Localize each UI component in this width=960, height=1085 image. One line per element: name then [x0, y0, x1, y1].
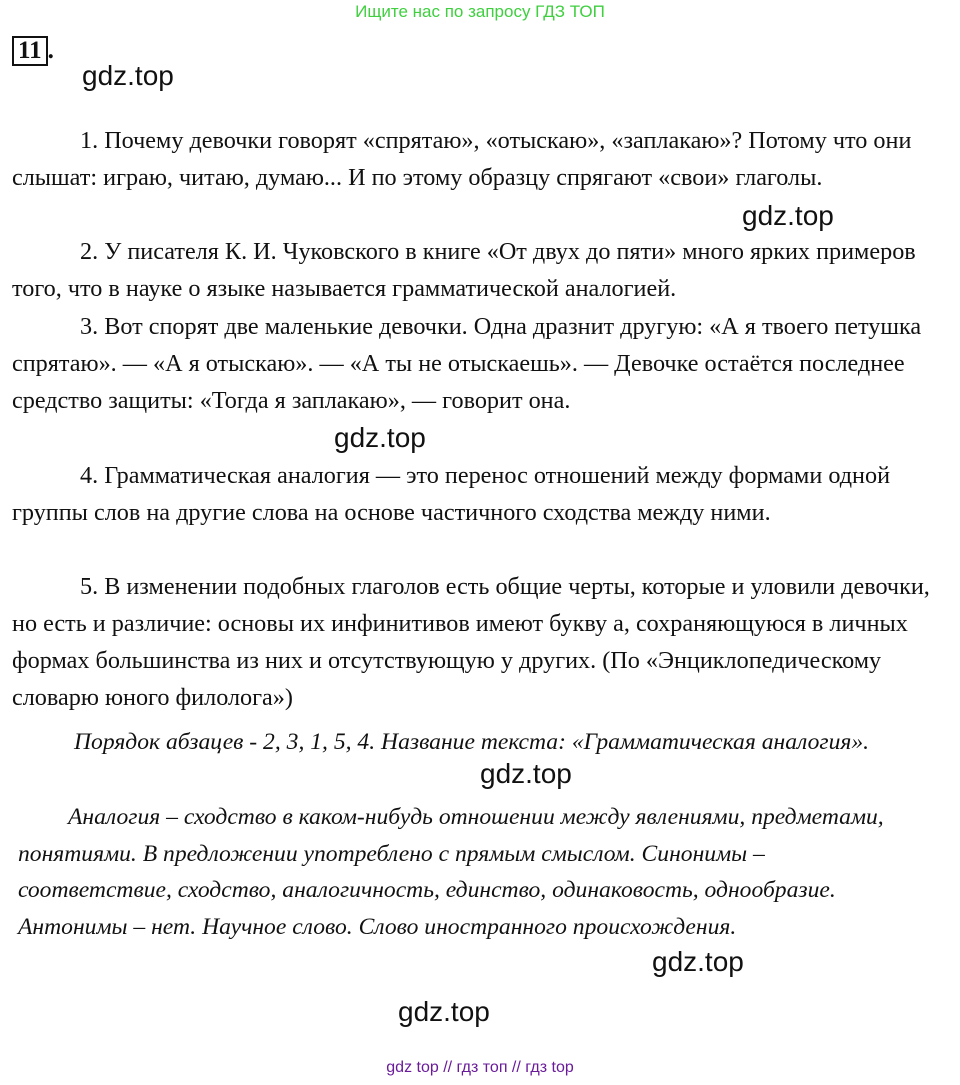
- footer-links: gdz top // гдз топ // гдз top: [386, 1059, 574, 1076]
- watermark: gdz.top: [398, 996, 490, 1027]
- top-banner: Ищите нас по запросу ГДЗ ТОП: [355, 2, 605, 21]
- exercise-number-suffix: .: [47, 37, 54, 64]
- watermark: gdz.top: [652, 946, 744, 977]
- answer-order: Порядок абзацев - 2, 3, 1, 5, 4. Название текста: «Грамматическая аналогия».: [74, 729, 870, 755]
- paragraph-1: 1. Почему девочки говорят «спрятаю», «отыскаю», «заплакаю»? Потому что они слышат: играю, читаю, думаю... И по этому образцу спрягают «свои» глаголы.: [12, 127, 912, 191]
- exercise-number: [12, 36, 54, 66]
- watermark: gdz.top: [334, 422, 426, 453]
- paragraph-2: 2. У писателя К. И. Чуковского в книге «От двух до пяти» много ярких примеров того, что в науке о языке называется грамматической аналогией.: [12, 238, 916, 302]
- paragraph-5: 5. В изменении подобных глаголов есть общие черты, которые и уловили девочки, но есть и различие: основы их инфинитивов имеют букву а, сохраняющуюся в личных формах большинства из них и отсутствующую у других. (По «Энциклопедическому словарю юного филолога»): [12, 573, 930, 711]
- paragraph-3: 3. Вот спорят две маленькие девочки. Одна дразнит другую: «А я твоего петушка спрятаю». — «А я отыскаю». — «А ты не отыскаешь». — Девочке остаётся последнее средство защиты: «Тогда я заплакаю», — говорит она.: [12, 313, 922, 414]
- exercise-number-box: 11: [12, 36, 48, 66]
- watermark: gdz.top: [742, 200, 834, 231]
- watermark: gdz.top: [82, 60, 174, 91]
- watermark: gdz.top: [480, 758, 572, 789]
- answer-analogy: Аналогия – сходство в каком-нибудь отношении между явлениями, предметами, понятиями. В предложении употреблено с прямым смыслом. Синонимы – соответствие, сходство, аналогичность, единство, одинаковость, однообразие. Антонимы – нет. Научное слово. Слово иностранного происхождения.: [18, 804, 884, 940]
- paragraph-4: 4. Грамматическая аналогия — это перенос отношений между формами одной группы слов на другие слова на основе частичного сходства между ними.: [12, 462, 891, 526]
